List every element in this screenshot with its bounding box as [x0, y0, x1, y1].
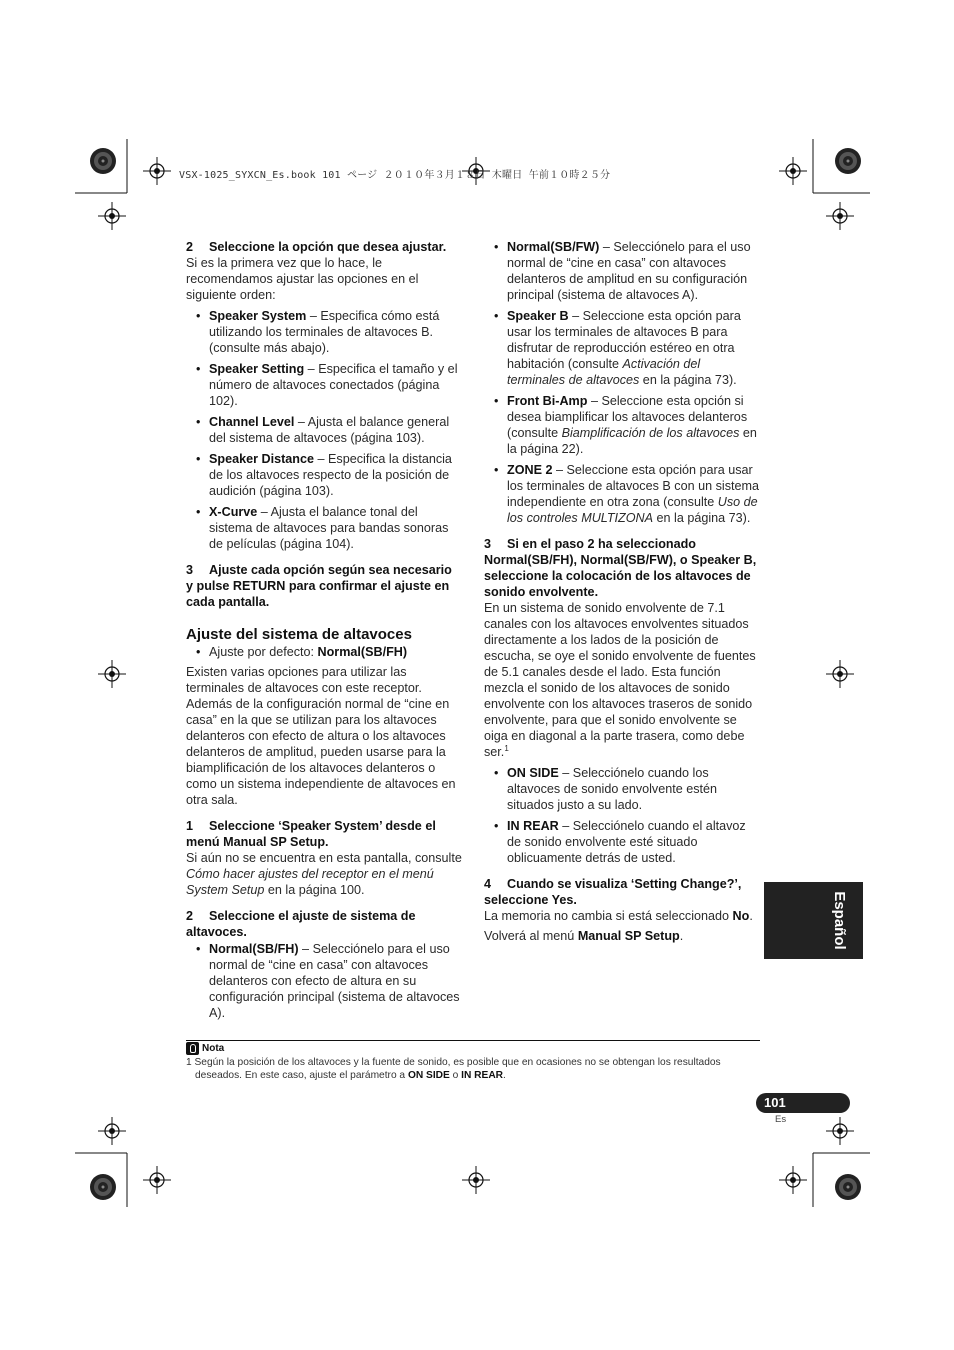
step-heading: 3 Ajuste cada opción según sea necesario y pulse RETURN para confirmar el ajuste en cada pantalla.: [186, 563, 452, 609]
paragraph: Si es la primera vez que lo hace, le recomendamos ajustar las opciones en el siguiente orden:: [186, 256, 419, 302]
list-item: • Normal(SB/FW) – Selecciónelo para el uso normal de “cine en casa” con altavoces delanteros de amplitud en su configuración principal (sistema de altavoces A).: [484, 239, 760, 303]
list-item: • Speaker Distance – Especifica la distancia de los altavoces respecto de la posición de audición (página 103).: [186, 451, 462, 499]
note-icon: [186, 1042, 199, 1055]
print-header: VSX-1025_SYXCN_Es.book 101 ページ ２０１０年３月１８日 木曜日 午前１０時２５分: [179, 170, 611, 181]
system-list-continued: [484, 239, 760, 526]
step-heading: 2 Seleccione el ajuste de sistema de altavoces.: [186, 909, 416, 939]
list-item: • ON SIDE – Selecciónelo cuando los altavoces de sonido envolvente estén situados justo a su lado.: [484, 765, 760, 813]
list-item: • X-Curve – Ajusta el balance tonal del sistema de altavoces para bandas sonoras de películas (página 104).: [186, 504, 462, 552]
page-language: Es: [775, 1114, 787, 1125]
language-tab-label: Español: [831, 891, 848, 950]
list-item: • ZONE 2 – Seleccione esta opción para usar los terminales de altavoces B con un sistema independiente en otra zona (consulte Uso de los controles MULTIZONA en la página 73).: [484, 462, 760, 526]
language-tab: [764, 882, 863, 959]
list-item: • Speaker Setting – Especifica el tamaño y el número de altavoces conectados (página 102).: [186, 361, 462, 409]
footnote: [186, 1042, 766, 1082]
section-title: Ajuste del sistema de altavoces: [186, 626, 412, 643]
list-item: • Speaker B – Seleccione esta opción para usar los terminales de altavoces B para disfrutar de reproducción estéreo en otra habitación (consulte Activación del terminales de altavoces en la página 73).: [484, 308, 760, 388]
list-item: • Normal(SB/FH) – Selecciónelo para el uso normal de “cine en casa” con altavoces delanteros con efecto de altura en su configuración principal (sistema de altavoces A).: [186, 941, 462, 1021]
note-heading: Nota: [186, 1042, 766, 1055]
right-column: [484, 239, 760, 944]
left-column: [186, 239, 462, 1021]
default-setting: • Ajuste por defecto: Normal(SB/FH): [186, 644, 462, 660]
paragraph: Volverá al menú Manual SP Setup.: [484, 929, 684, 943]
paragraph: Si aún no se encuentra en esta pantalla, consulte Cómo hacer ajustes del receptor en el menú System Setup en la página 100.: [186, 851, 462, 897]
note-text: 1 Según la posición de los altavoces y la fuente de sonido, es posible que en ocasiones no se obtengan los resultados deseados. En este caso, ajuste el parámetro a ON SIDE o IN REAR.: [186, 1057, 721, 1081]
system-list: [186, 941, 462, 1021]
list-item: • Front Bi-Amp – Seleccione esta opción si desea biamplificar los altavoces delanteros (consulte Biamplificación de los altavoces en la página 22).: [484, 393, 760, 457]
step-heading: 4 Cuando se visualiza ‘Setting Change?’, seleccione Yes.: [484, 877, 742, 907]
placement-list: [484, 765, 760, 866]
options-list: [186, 308, 462, 552]
list-item: • Speaker System – Especifica cómo está utilizando los terminales de altavoces B. (consulte más abajo).: [186, 308, 462, 356]
page-number: 101: [756, 1093, 850, 1113]
list-item: • Channel Level – Ajusta el balance general del sistema de altavoces (página 103).: [186, 414, 462, 446]
list-item: • IN REAR – Selecciónelo cuando el altavoz de sonido envolvente esté situado oblicuamente detrás de usted.: [484, 818, 760, 866]
paragraph: En un sistema de sonido envolvente de 7.1 canales con los altavoces envolventes situados directamente a los lados de la posición de escucha, se oye el sonido envolvente de fuentes de 5.1 canales desde el lado. Esta función mezcla el sonido de los altavoces de sonido envolvente con los altavoces traseros de sonido envolvente, para que el sonido envolvente se oiga en diagonal a la parte trasera, como debe ser.$^1$: [484, 601, 756, 759]
step-heading: 3 Si en el paso 2 ha seleccionado Normal(SB/FH), Normal(SB/FW), o Speaker B, seleccione la colocación de los altavoces de sonido envolvente.: [484, 537, 757, 599]
note-divider: [186, 1040, 760, 1041]
step-heading: 2 Seleccione la opción que desea ajustar.: [186, 240, 447, 254]
paragraph: La memoria no cambia si está seleccionado No.: [484, 909, 753, 923]
paragraph: Existen varias opciones para utilizar las terminales de altavoces con este receptor. Además de la configuración normal de “cine en casa” en la que se utilizan para los altavoces delanteros con efecto de altura o los altavoces delanteros de amplitud, pueden usarse para la biamplificación de los altavoces delanteros o como un sistema independiente de altavoces en otra sala.: [186, 665, 456, 807]
step-heading: 1 Seleccione ‘Speaker System’ desde el menú Manual SP Setup.: [186, 819, 436, 849]
